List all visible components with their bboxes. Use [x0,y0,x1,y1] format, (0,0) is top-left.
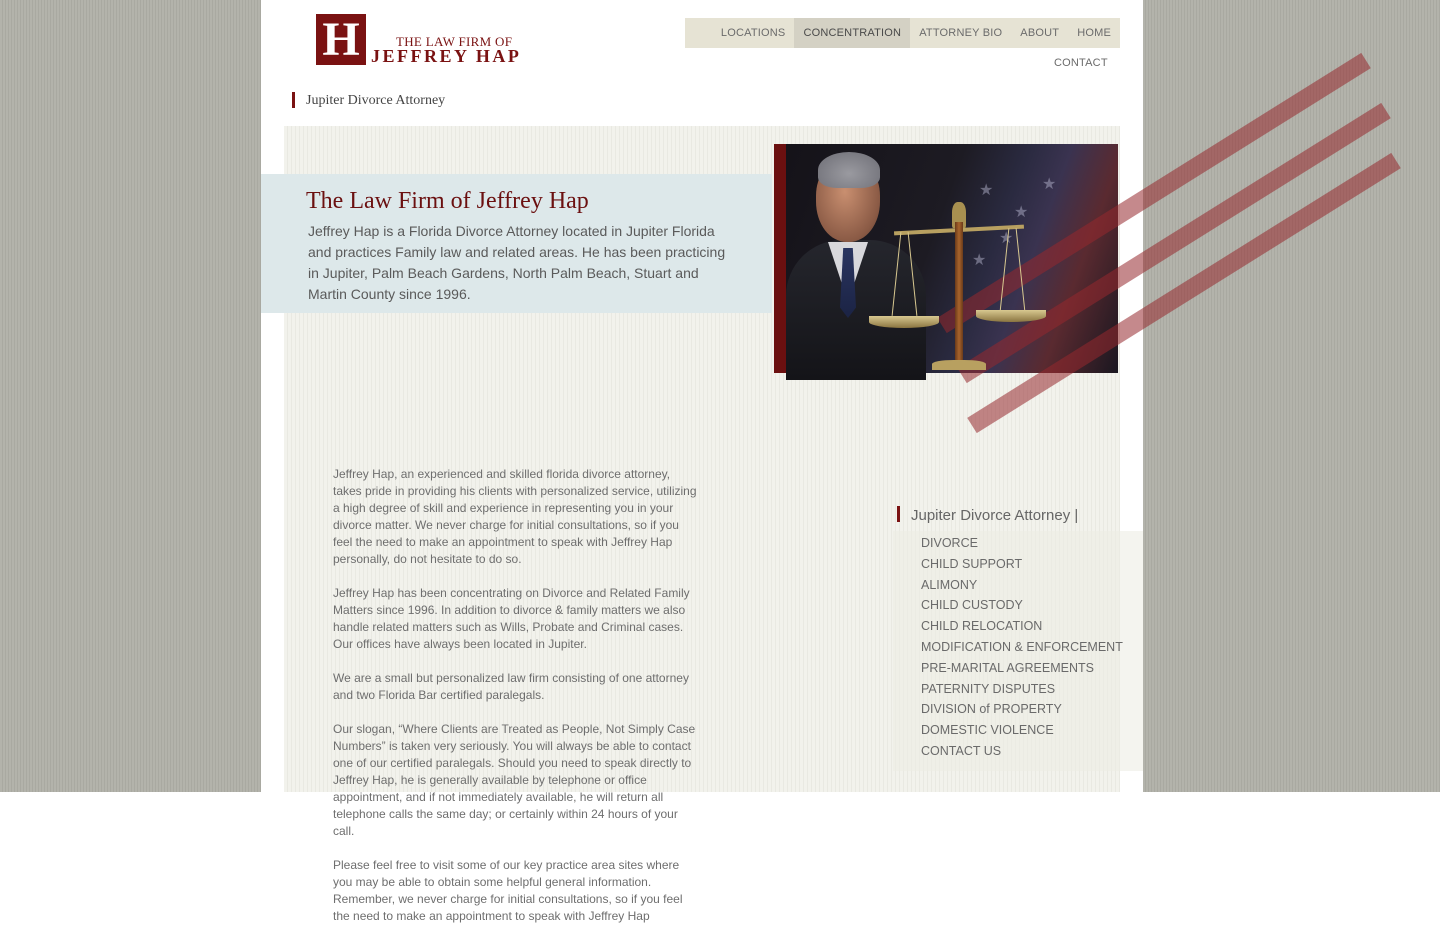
nav-locations[interactable]: LOCATIONS [720,27,786,39]
menu-item-child-relocation[interactable]: CHILD RELOCATION [921,619,1043,634]
menu-item-pre-marital-agreements[interactable]: PRE-MARITAL AGREEMENTS [921,660,1094,675]
breadcrumb-accent [292,92,295,108]
practice-area-menu [921,533,1123,762]
nav-home[interactable]: HOME [1077,27,1111,39]
scale-pan-right [976,310,1046,322]
logo-mark [316,14,366,65]
menu-item-alimony[interactable]: ALIMONY [921,577,978,592]
side-title-accent [897,506,900,522]
intro-title: The Law Firm of Jeffrey Hap [306,188,589,214]
nav-attorney-bio[interactable]: ATTORNEY BIO [919,27,1003,39]
flag-star: ★ [1014,204,1029,221]
scale-base [932,360,986,370]
menu-item-modification-enforcement[interactable]: MODIFICATION & ENFORCEMENT [921,639,1123,654]
menu-item-child-support[interactable]: CHILD SUPPORT [921,556,1023,571]
person-hair [818,152,880,188]
menu-item-domestic-violence[interactable]: DOMESTIC VIOLENCE [921,723,1054,738]
intro-banner [261,174,772,313]
nav-contact[interactable]: CONTACT [1054,57,1108,69]
flag-star: ★ [999,230,1014,247]
menu-item-division-of-property[interactable]: DIVISION of PROPERTY [921,702,1062,717]
body-paragraph: Jeffrey Hap, an experienced and skilled florida divorce attorney, takes pride in providing his clients with personalized service, utilizing a high degree of skill and experience in representing you in your divorce matter. We never charge for initial consultations, so if you feel the need to make an appointment to speak with Jeffrey Hap personally, do not hesitate to do so. [333,467,697,566]
firm-logo[interactable] [316,14,541,68]
photo-accent-band [774,144,786,373]
breadcrumb: Jupiter Divorce Attorney [306,93,446,108]
menu-item-divorce[interactable]: DIVORCE [921,536,978,550]
logo-letter: H [322,13,360,66]
flag-star: ★ [972,252,987,269]
logo-line1: THE LAW FIRM OF [396,34,513,49]
menu-item-child-custody[interactable]: CHILD CUSTODY [921,598,1023,613]
body-paragraph: Jeffrey Hap has been concentrating on Divorce and Related Family Matters since 1996. In addition to divorce & family matters we also handle related matters such as Wills, Probate and Criminal cases. Our offices have always been located in Jupiter. [333,586,690,651]
nav-concentration[interactable]: CONCENTRATION [794,18,910,48]
side-title: Jupiter Divorce Attorney | [911,507,1079,524]
scale-pole [955,222,963,368]
body-paragraph: We are a small but personalized law firm consisting of one attorney and two Florida Bar certified paralegals. [333,671,689,702]
attorney-photo [774,144,1118,373]
nav-about[interactable]: ABOUT [1020,27,1060,39]
main-nav [685,18,1120,48]
menu-item-contact-us[interactable]: CONTACT US [921,743,1002,758]
intro-text: Jeffrey Hap is a Florida Divorce Attorney located in Jupiter Florida and practices Family law and related areas. He has been practicing in Jupiter, Palm Beach Gardens, North Palm Beach, Stuart and Martin County since 1996. [308,223,726,302]
page-container [261,0,1143,923]
flag-star: ★ [1042,176,1057,193]
body-paragraph: Our slogan, “Where Clients are Treated as People, Not Simply Case Numbers” is taken very seriously. You will always be able to contact one of our certified paralegals. Should you need to speak directly to Jeffrey Hap, he is generally available by telephone or office appointment, and if not immediately available, he will return all telephone calls the same day; or certainly within 24 hours of your call. [333,722,696,838]
body-paragraph: Please feel free to visit some of our key practice area sites where you may be able to obtain some helpful general information. Remember, we never charge for initial consultations, so if you feel the need to make an appointment to speak with Jeffrey Hap [333,858,683,923]
scale-pan-left [869,316,939,328]
body-text [333,466,697,942]
menu-item-paternity-disputes[interactable]: PATERNITY DISPUTES [921,681,1056,696]
flag-star: ★ [979,182,994,199]
logo-line2: JEFFREY HAP [371,46,522,66]
